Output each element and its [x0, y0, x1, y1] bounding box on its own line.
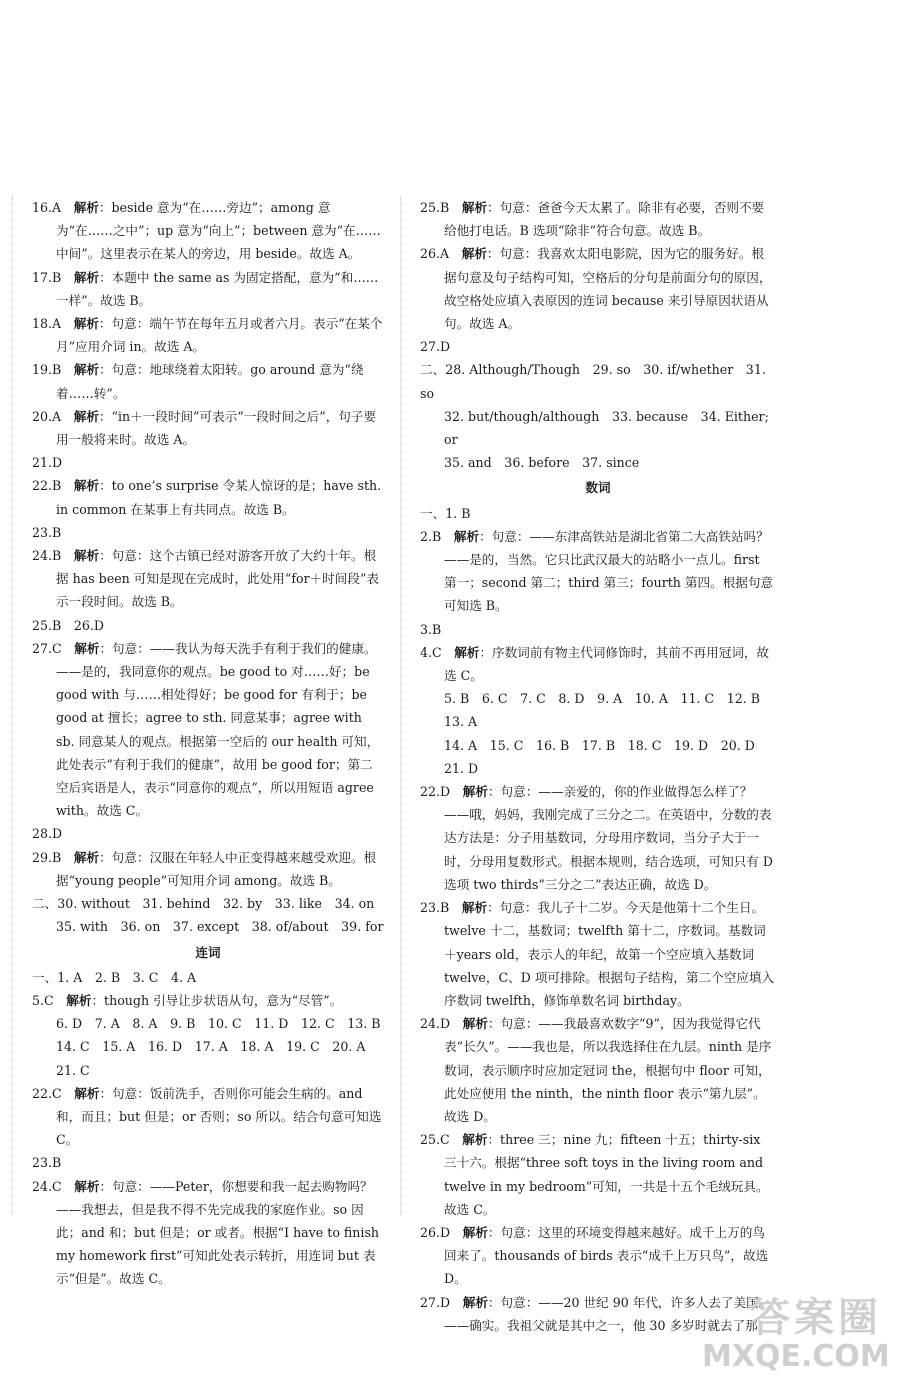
answer-number: 25.B: [32, 617, 62, 633]
analysis-label: 解析: [462, 1016, 488, 1032]
answer-item: 17.B 解析：本题中 the same as 为固定搭配，意为“和……一样”。故选 B。: [32, 269, 379, 308]
answer-item: 23.B 解析：句意：我儿子十二岁。今天是他第十二个生日。twelve 十二，基数词；twelfth 第十二，序数词。基数词＋years old，表示人的年纪，故第一个空应填入基数词 twelve，C、D 项可排除。根据句子结构，第二个空应填入序数词 twelfth，修饰单数名词 birthday。: [420, 900, 775, 1008]
answer-text: 句意：——亲爱的，你的作业做得怎么样了？——哦，妈妈，我刚完成了三分之二。在英语中，分数的表达方法是：分子用基数词，分母用序数词，当分子大于一时，分母用复数形式。根据本规则，结合选项，可知只有 D 选项 two thirds“三分之二”表达正确，故选 D。: [444, 784, 773, 892]
answer-number: 25.C: [420, 1132, 450, 1148]
right-column: [420, 196, 776, 1337]
answer-text: 句意：端午节在每年五月或者六月。表示“在某个月”应用介词 in。故选 A。: [56, 316, 383, 355]
answer-row: 35. and 36. before 37. since: [444, 455, 640, 471]
answer-text: 26.D: [73, 617, 105, 633]
answer-text: 句意：——东津高铁站是湖北省第二大高铁站吗？——是的，当然。它只比武汉最大的站略小一点儿。first 第一；second 第二；third 第三；fourth 第四。根据句意可知选 B。: [444, 528, 774, 614]
answer-item: 26.D 解析：句意：这里的环境变得越来越好。成千上万的鸟回来了。thousands of birds 表示“成千上万只鸟”，故选 D。: [420, 1224, 769, 1287]
answer-text: “in＋一段时间”可表示“一段时间之后”，句子要用一般将来时。故选 A。: [56, 408, 377, 448]
analysis-label: 解析: [73, 548, 100, 564]
answer-item: 24.B 解析：句意：这个古镇已经对游客开放了大约十年。根据 has been 可知是现在完成时，此处用“for＋时间段”表示一段时间。故选 B。: [32, 548, 379, 610]
answer-item: 26.A 解析：句意：我喜欢太阳电影院，因为它的服务好。根据句意及句子结构可知，空格后的分句是前面分句的原因，故空格处应填入表原因的连词 because 来引导原因状语从句。故选 A。: [420, 246, 772, 332]
site-watermark: [702, 1294, 890, 1376]
answer-text: 句意：地球绕着太阳转。go around 意为“绕着……转”。: [56, 362, 364, 401]
analysis-label: 解析: [74, 1178, 100, 1194]
answer-number: 22.B: [32, 478, 62, 494]
analysis-label: 解析: [462, 1294, 488, 1310]
analysis-label: 解析: [73, 362, 100, 378]
answer-number: 29.B: [32, 849, 62, 865]
section-answers: 二、30. without 31. behind 32. by 33. like 34. on: [32, 896, 375, 912]
answer-item: [32, 451, 384, 474]
answer-row: 14. A 15. C 16. B 17. B 18. C 19. D 20. D 21. D: [444, 737, 768, 776]
section-answers: 一、1. B: [420, 505, 471, 521]
answer-item: 25.C 解析：three 三；nine 九；fifteen 十五；thirty-six 三十六。根据“three soft toys in the living room and twelve in my bedroom”可知，一共是十五个毛绒玩具。故选 C。: [420, 1132, 769, 1217]
answer-item: [32, 614, 384, 637]
answer-item: 27.D 解析：句意：——20 世纪 90 年代，许多人去了美国。——确实。我祖父就是其中之一，他 30 多岁时就去了那: [420, 1294, 772, 1333]
analysis-label: 解析: [462, 1224, 488, 1240]
answer-item: [32, 521, 384, 544]
answer-text: 句意：这个古镇已经对游客开放了大约十年。根据 has been 可知是现在完成时，此处用“for＋时间段”表示一段时间。故选 B。: [56, 548, 379, 610]
answer-item: [420, 335, 776, 358]
answer-number: 24.D: [420, 1016, 451, 1032]
answer-text: 句意：这里的环境变得越来越好。成千上万的鸟回来了。thousands of birds 表示“成千上万只鸟”，故选 D。: [444, 1224, 769, 1287]
answer-item: 24.C 解析：句意：——Peter，你想要和我一起去购物吗？——我想去，但是我不得不先完成我的家庭作业。so 因此；and 和；but 但是；or 或者。根据“I have to finish my homework first”可知此处表示转折，用连词 but 表示“但是”。故选 C。: [32, 1178, 380, 1287]
analysis-label: 解析: [461, 900, 488, 916]
analysis-label: 解析: [461, 246, 487, 262]
answer-item: 20.A 解析：“in＋一段时间”可表示“一段时间之后”，句子要用一般将来时。故选 A。: [32, 408, 377, 448]
analysis-label: 解析: [73, 200, 99, 215]
analysis-label: 解析: [73, 849, 100, 865]
answer-row: 6. D 7. A 8. A 9. B 10. C 11. D 12. C 13. B: [56, 1016, 381, 1032]
analysis-label: 解析: [73, 408, 99, 424]
answer-number: 20.A: [32, 408, 62, 424]
answer-text: 句意：我喜欢太阳电影院，因为它的服务好。根据句意及句子结构可知，空格后的分句是前面分句的原因，故空格处应填入表原因的连词 because 来引导原因状语从句。故选 A。: [444, 246, 772, 332]
answer-text: 序数词前有物主代词修饰时，其前不再用冠词，故选 C。: [444, 644, 770, 684]
answer-row: 14. C 15. A 16. D 17. A 18. A 19. C 20. A 21. C: [56, 1039, 379, 1078]
answer-number: 21.D: [32, 455, 63, 471]
answer-text: 句意：——我认为每天洗手有利于我们的健康。——是的，我同意你的观点。be good to 对……好；be good with 与……相处得好；be good for 有利于；be good at 擅长；agree to sth. 同意某事；agree with sb. 同意某人的观点。根据第一空后的 our health 可知，此处表示“有利于我们的健康”，故用 be good for；第二空后宾语是人，表示“同意你的观点”，所以用短语 agree with。故选 C。: [56, 640, 380, 819]
answer-text: beside 意为“在……旁边”；among 意为“在……之中”；up 意为“向上”；between 意为“在……中间”。这里表示在某人的旁边，用 beside。故选 A。: [56, 200, 381, 262]
section-heading: 连词: [195, 944, 221, 960]
answer-item: 18.A 解析：句意：端午节在每年五月或者六月。表示“在某个月”应用介词 in。故选 A。: [32, 316, 383, 355]
answer-text: 句意：我儿子十二岁。今天是他第十二个生日。twelve 十二，基数词；twelfth 第十二，序数词。基数词＋years old，表示人的年纪，故第一个空应填入基数词 twelve，C、D 项可排除。根据句子结构，第二个空应填入序数词 twelfth，修饰单数名词 birthday。: [444, 900, 775, 1008]
analysis-label: 解析: [453, 528, 480, 544]
watermark-logo-text: 答案圈: [750, 1294, 882, 1341]
answer-number: 22.D: [420, 784, 451, 800]
analysis-label: 解析: [74, 1085, 100, 1101]
answer-number: 2.B: [420, 528, 442, 544]
answer-item: 22.C 解析：句意：饭前洗手，否则你可能会生病的。and 和，而且；but 但是；or 否则；so 所以。结合句意可知选 C。: [32, 1085, 382, 1148]
answer-number: 19.B: [32, 362, 62, 378]
answer-text: 句意：——Peter，你想要和我一起去购物吗？——我想去，但是我不得不先完成我的家庭作业。so 因此；and 和；but 但是；or 或者。根据“I have to finish my homework first”可知此处表示转折，用连词 but 表示“但是”。故选 C。: [56, 1178, 380, 1287]
answer-number: 22.C: [32, 1085, 62, 1101]
answer-number: 17.B: [32, 269, 62, 285]
answer-item: 27.C 解析：句意：——我认为每天洗手有利于我们的健康。——是的，我同意你的观点。be good to 对……好；be good with 与……相处得好；be good for 有利于；be good at 擅长；agree to sth. 同意某事；agree with sb. 同意某人的观点。根据第一空后的 our health 可知，此处表示“有利于我们的健康”，故用 be good for；第二空后宾语是人，表示“同意你的观点”，所以用短语 agree with。故选 C。: [32, 640, 380, 819]
answer-item: 16.A 解析：beside 意为“在……旁边”；among 意为“在……之中”；up 意为“向上”；between 意为“在……中间”。这里表示在某人的旁边，用 beside。故选 A。: [32, 200, 381, 262]
answer-text: 本题中 the same as 为固定搭配，意为“和……一样”。故选 B。: [56, 269, 379, 308]
answer-item: [32, 822, 384, 845]
answer-item: 22.B 解析：to one’s surprise 令某人惊讶的是；have sth. in common 在某事上有共同点。故选 B。: [32, 478, 382, 517]
section-answers: 一、1. A 2. B 3. C 4. A: [32, 969, 197, 985]
answer-number: 4.C: [420, 644, 442, 660]
answer-number: 16.A: [32, 200, 62, 215]
answer-row: 32. but/though/although 33. because 34. Either; or: [444, 408, 769, 448]
answer-number: 18.A: [32, 316, 62, 332]
answer-number: 28.D: [32, 826, 63, 842]
answer-text: 句意：——我最喜欢数字“9”，因为我觉得它代表“长久”。——我也是，所以我选择住在九层。ninth 是序数词，表示顺序时应加定冠词 the，根据句中 floor 可知，此处应使用 the ninth，the ninth floor 表示“第九层”。故选 D。: [444, 1016, 772, 1124]
section-answers: 二、28. Although/Though 29. so 30. if/whether 31. so: [420, 362, 766, 401]
answer-row: 35. with 36. on 37. except 38. of/about 39. for: [56, 919, 384, 935]
answer-text: three 三；nine 九；fifteen 十五；thirty-six 三十六。根据“three soft toys in the living room and twelve in my bedroom”可知，一共是十五个毛绒玩具。故选 C。: [444, 1132, 769, 1217]
answer-number: 27.D: [420, 1294, 451, 1310]
left-column: [32, 196, 384, 1291]
answer-item: 24.D 解析：句意：——我最喜欢数字“9”，因为我觉得它代表“长久”。——我也是，所以我选择住在九层。ninth 是序数词，表示顺序时应加定冠词 the，根据句中 floor 可知，此处应使用 the ninth，the ninth floor 表示“第九层”。故选 D。: [420, 1016, 772, 1124]
answer-item: [32, 1151, 384, 1174]
answer-number: 27.C: [32, 640, 62, 656]
answer-text: 句意：爸爸今天太累了。除非有必要，否则不要给他打电话。B 选项“除非”符合句意。故选 B。: [444, 200, 765, 239]
analysis-label: 解析: [462, 784, 488, 800]
answer-number: 27.D: [420, 339, 451, 355]
analysis-label: 解析: [73, 316, 99, 332]
answer-number: 26.D: [420, 1224, 451, 1240]
answer-item: 19.B 解析：句意：地球绕着太阳转。go around 意为“绕着……转”。: [32, 362, 364, 401]
answer-item: 29.B 解析：句意：汉服在年轻人中正变得越来越受欢迎。根据“young people”可知用介词 among。故选 B。: [32, 849, 377, 888]
left-margin-rule: [12, 196, 13, 1216]
answer-text: 句意：——20 世纪 90 年代，许多人去了美国。——确实。我祖父就是其中之一，他 30 多岁时就去了那: [444, 1294, 772, 1333]
answer-text: though 引导让步状语从句，意为“尽管”。: [104, 992, 343, 1008]
analysis-label: 解析: [66, 992, 92, 1008]
analysis-label: 解析: [462, 1132, 488, 1148]
analysis-label: 解析: [454, 644, 480, 660]
analysis-label: 解析: [73, 269, 100, 285]
answer-number: 23.B: [420, 900, 450, 916]
answer-text: 句意：汉服在年轻人中正变得越来越受欢迎。根据“young people”可知用介词 among。故选 B。: [56, 849, 377, 888]
column-divider: [400, 196, 401, 1216]
analysis-label: 解析: [461, 200, 488, 215]
answer-item: 4.C 解析：序数词前有物主代词修饰时，其前不再用冠词，故选 C。: [420, 644, 770, 684]
answer-text: to one’s surprise 令某人惊讶的是；have sth. in common 在某事上有共同点。故选 B。: [56, 478, 382, 517]
answer-item: 25.B 解析：句意：爸爸今天太累了。除非有必要，否则不要给他打电话。B 选项“除非”符合句意。故选 B。: [420, 200, 765, 239]
answer-number: 3.B: [420, 621, 442, 637]
answer-number: 5.C: [32, 992, 54, 1008]
answer-number: 23.B: [32, 1155, 62, 1171]
section-heading: 数词: [585, 480, 611, 496]
watermark-domain: MXQE.COM: [702, 1339, 890, 1374]
answer-item: 2.B 解析：句意：——东津高铁站是湖北省第二大高铁站吗？——是的，当然。它只比武汉最大的站略小一点儿。first 第一；second 第二；third 第三；fourth 第四。根据句意可知选 B。: [420, 528, 774, 614]
answer-item: [420, 618, 776, 641]
answer-number: 26.A: [420, 246, 450, 262]
answer-number: 25.B: [420, 200, 450, 215]
answer-number: 24.B: [32, 548, 62, 564]
answer-number: 24.C: [32, 1178, 62, 1194]
answer-row: 5. B 6. C 7. C 8. D 9. A 10. A 11. C 12. B 13. A: [444, 691, 773, 730]
answer-number: 23.B: [32, 524, 62, 540]
answer-item: 5.C 解析：though 引导让步状语从句，意为“尽管”。: [32, 992, 343, 1008]
answer-item: 22.D 解析：句意：——亲爱的，你的作业做得怎么样了？——哦，妈妈，我刚完成了三分之二。在英语中，分数的表达方法是：分子用基数词，分母用序数词，当分子大于一时，分母用复数形式。根据本规则，结合选项，可知只有 D 选项 two thirds“三分之二”表达正确，故选 D。: [420, 784, 773, 892]
analysis-label: 解析: [73, 478, 100, 494]
analysis-label: 解析: [74, 640, 100, 656]
answer-text: 句意：饭前洗手，否则你可能会生病的。and 和，而且；but 但是；or 否则；so 所以。结合句意可知选 C。: [56, 1085, 382, 1148]
